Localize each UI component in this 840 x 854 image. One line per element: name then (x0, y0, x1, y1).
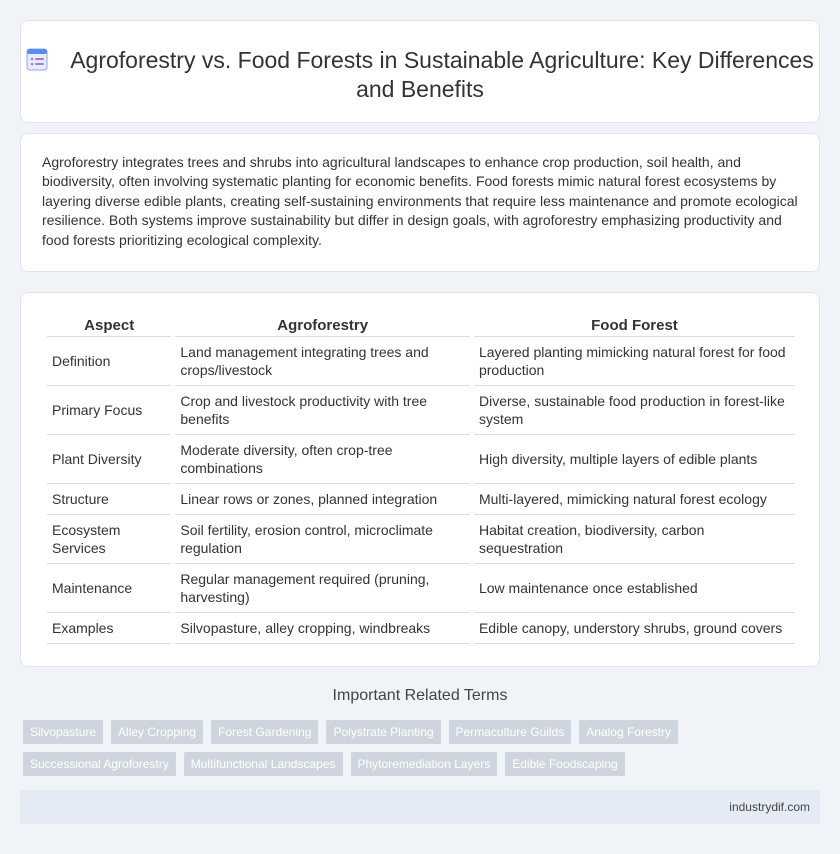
header-agroforestry: Agroforestry (175, 315, 470, 337)
term-tag[interactable]: Alley Cropping (111, 720, 203, 744)
related-terms-row-2 (23, 752, 625, 776)
comparison-table (43, 315, 799, 644)
row-aspect: Ecosystem Services (47, 515, 171, 564)
table-header-row (47, 315, 795, 337)
row-aspect: Maintenance (47, 564, 171, 613)
header-food-forest: Food Forest (474, 315, 795, 337)
related-terms-row-1 (23, 720, 678, 744)
term-tag[interactable]: Edible Foodscaping (505, 752, 624, 776)
table-row (47, 337, 795, 386)
table-row (47, 435, 795, 484)
intro-paragraph: Agroforestry integrates trees and shrubs into agricultural landscapes to enhance crop production, soil health, and biodiversity, often involving systematic planting for economic benefits. Food forests mimic natural forest ecosystems by layering diverse edible plants, creating self-sustaining environments that require less maintenance and promote ecological resilience. Both systems improve sustainability but differ in design goals, with agroforestry emphasizing productivity and food forests prioritizing ecological complexity. (42, 154, 798, 248)
row-aspect: Plant Diversity (47, 435, 171, 484)
row-agroforestry: Silvopasture, alley cropping, windbreaks (175, 613, 470, 644)
term-tag[interactable]: Phytoremediation Layers (351, 752, 498, 776)
table-row (47, 386, 795, 435)
row-agroforestry: Moderate diversity, often crop-tree combinations (175, 435, 470, 484)
comparison-card (20, 292, 820, 667)
term-tag[interactable]: Polystrate Planting (326, 720, 440, 744)
row-food-forest: Low maintenance once established (474, 564, 795, 613)
page-title: Agroforestry vs. Food Forests in Sustainable Agriculture: Key Differences and Benefits (70, 47, 814, 102)
row-food-forest: Habitat creation, biodiversity, carbon sequestration (474, 515, 795, 564)
table-row (47, 484, 795, 515)
row-agroforestry: Linear rows or zones, planned integration (175, 484, 470, 515)
title-card (20, 20, 820, 123)
row-aspect: Examples (47, 613, 171, 644)
page-title-wrap (21, 46, 819, 104)
term-tag[interactable]: Successional Agroforestry (23, 752, 176, 776)
term-tag[interactable]: Silvopasture (23, 720, 103, 744)
row-aspect: Primary Focus (47, 386, 171, 435)
term-tag[interactable]: Permaculture Guilds (449, 720, 572, 744)
row-agroforestry: Land management integrating trees and crops/livestock (175, 337, 470, 386)
row-agroforestry: Soil fertility, erosion control, microclimate regulation (175, 515, 470, 564)
term-tag[interactable]: Analog Forestry (579, 720, 678, 744)
header-aspect: Aspect (47, 315, 171, 337)
row-food-forest: High diversity, multiple layers of edible plants (474, 435, 795, 484)
table-row (47, 515, 795, 564)
row-food-forest: Layered planting mimicking natural forest for food production (474, 337, 795, 386)
term-tag[interactable]: Multifunctional Landscapes (184, 752, 343, 776)
row-food-forest: Edible canopy, understory shrubs, ground covers (474, 613, 795, 644)
row-food-forest: Multi-layered, mimicking natural forest ecology (474, 484, 795, 515)
related-terms-title: Important Related Terms (332, 687, 508, 704)
intro-card (20, 133, 820, 272)
row-agroforestry: Crop and livestock productivity with tree benefits (175, 386, 470, 435)
document-icon (26, 47, 48, 71)
row-agroforestry: Regular management required (pruning, harvesting) (175, 564, 470, 613)
footer (20, 790, 820, 824)
table-row (47, 613, 795, 644)
row-food-forest: Diverse, sustainable food production in forest-like system (474, 386, 795, 435)
row-aspect: Structure (47, 484, 171, 515)
term-tag[interactable]: Forest Gardening (211, 720, 318, 744)
table-row (47, 564, 795, 613)
footer-site-link[interactable]: industrydif.com (729, 800, 810, 814)
row-aspect: Definition (47, 337, 171, 386)
